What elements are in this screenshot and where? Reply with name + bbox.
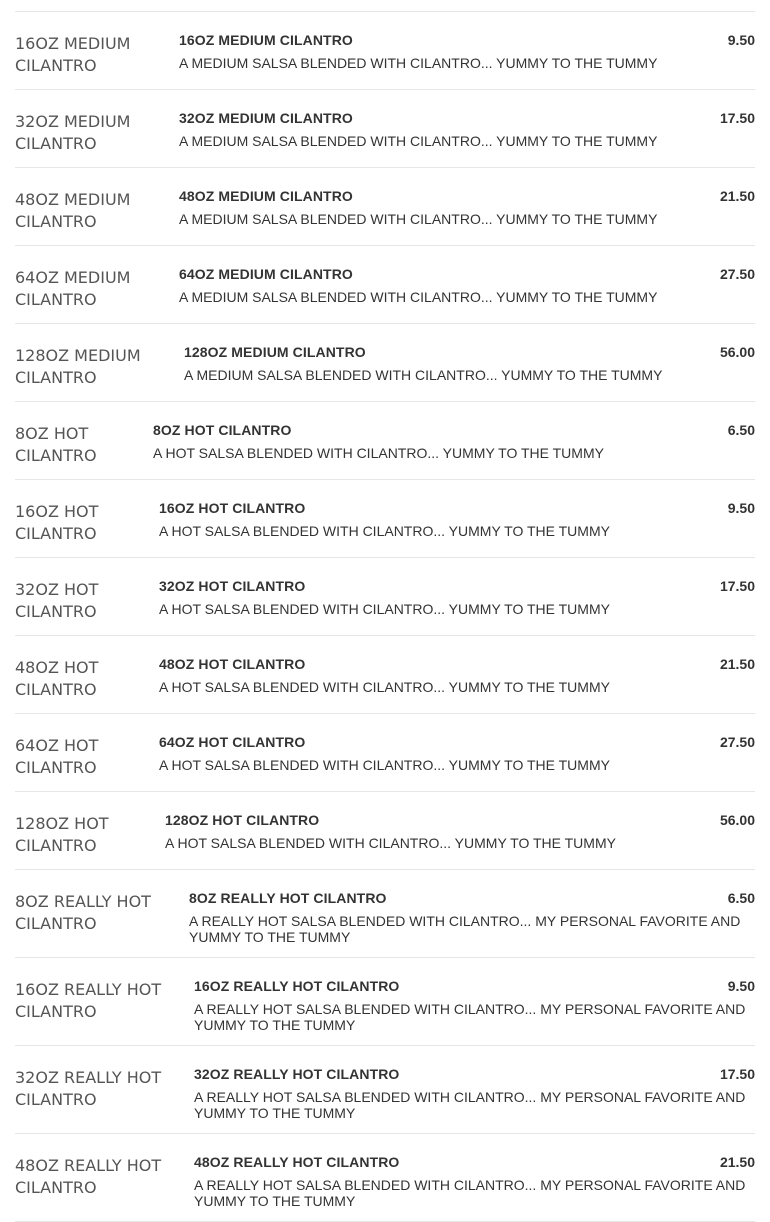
item-description: A HOT SALSA BLENDED WITH CILANTRO... YUMMY TO THE TUMMY xyxy=(159,679,610,695)
item-name[interactable]: 16OZ REALLY HOT CILANTRO xyxy=(194,978,400,994)
item-price: 6.50 xyxy=(727,890,755,906)
item-name[interactable]: 48OZ REALLY HOT CILANTRO xyxy=(194,1154,400,1170)
item-head xyxy=(165,812,755,828)
item-image[interactable]: 32OZ HOT CILANTRO xyxy=(15,580,99,621)
item-head xyxy=(179,110,755,126)
item-name[interactable]: 8OZ HOT CILANTRO xyxy=(153,422,292,438)
item-image[interactable]: 128OZ HOT CILANTRO xyxy=(15,814,109,855)
item-body xyxy=(179,266,755,305)
item-body xyxy=(159,500,755,539)
item-description: A HOT SALSA BLENDED WITH CILANTRO... YUMMY TO THE TUMMY xyxy=(165,835,616,851)
menu-item[interactable] xyxy=(15,714,755,792)
item-price: 27.50 xyxy=(719,266,755,282)
item-description: A MEDIUM SALSA BLENDED WITH CILANTRO... YUMMY TO THE TUMMY xyxy=(179,211,658,227)
item-head xyxy=(153,422,755,438)
item-price: 21.50 xyxy=(719,188,755,204)
item-price: 9.50 xyxy=(727,500,755,516)
item-body xyxy=(194,1154,755,1209)
divider xyxy=(15,0,755,12)
menu-item[interactable] xyxy=(15,1046,755,1134)
item-description: A MEDIUM SALSA BLENDED WITH CILANTRO... YUMMY TO THE TUMMY xyxy=(179,133,658,149)
item-body xyxy=(179,188,755,227)
menu-item[interactable] xyxy=(15,246,755,324)
item-head xyxy=(159,500,755,516)
item-head xyxy=(159,578,755,594)
item-description: A HOT SALSA BLENDED WITH CILANTRO... YUMMY TO THE TUMMY xyxy=(153,445,604,461)
menu-item[interactable] xyxy=(15,480,755,558)
item-name[interactable]: 128OZ MEDIUM CILANTRO xyxy=(184,344,366,360)
item-image[interactable]: 48OZ REALLY HOT CILANTRO xyxy=(15,1156,162,1197)
item-head xyxy=(179,32,755,48)
menu-item[interactable] xyxy=(15,558,755,636)
item-description: A REALLY HOT SALSA BLENDED WITH CILANTRO... MY PERSONAL FAVORITE AND YUMMY TO THE TUMMY xyxy=(194,1177,746,1209)
item-head xyxy=(184,344,755,360)
item-name[interactable]: 32OZ MEDIUM CILANTRO xyxy=(179,110,353,126)
menu-item[interactable] xyxy=(15,958,755,1046)
item-image[interactable]: 48OZ HOT CILANTRO xyxy=(15,658,99,699)
item-head xyxy=(194,978,755,994)
item-description: A MEDIUM SALSA BLENDED WITH CILANTRO... YUMMY TO THE TUMMY xyxy=(179,55,658,71)
menu-list xyxy=(15,0,755,1222)
menu-item[interactable] xyxy=(15,1134,755,1222)
item-description: A HOT SALSA BLENDED WITH CILANTRO... YUMMY TO THE TUMMY xyxy=(159,523,610,539)
item-name[interactable]: 64OZ MEDIUM CILANTRO xyxy=(179,266,353,282)
item-body xyxy=(165,812,755,851)
item-name[interactable]: 32OZ HOT CILANTRO xyxy=(159,578,306,594)
item-body xyxy=(159,578,755,617)
item-body xyxy=(159,656,755,695)
item-image[interactable]: 8OZ HOT CILANTRO xyxy=(15,424,97,465)
item-body xyxy=(153,422,755,461)
item-body xyxy=(159,734,755,773)
item-head xyxy=(189,890,755,906)
menu-item[interactable] xyxy=(15,168,755,246)
item-head xyxy=(194,1066,755,1082)
item-description: A MEDIUM SALSA BLENDED WITH CILANTRO... YUMMY TO THE TUMMY xyxy=(179,289,658,305)
item-price: 17.50 xyxy=(719,110,755,126)
menu-item[interactable] xyxy=(15,792,755,870)
menu-item[interactable] xyxy=(15,12,755,90)
item-body xyxy=(179,32,755,71)
item-price: 17.50 xyxy=(719,578,755,594)
item-image[interactable]: 16OZ MEDIUM CILANTRO xyxy=(15,34,131,75)
item-image[interactable]: 16OZ HOT CILANTRO xyxy=(15,502,99,543)
item-image[interactable]: 128OZ MEDIUM CILANTRO xyxy=(15,346,141,387)
item-name[interactable]: 48OZ MEDIUM CILANTRO xyxy=(179,188,353,204)
item-image[interactable]: 16OZ REALLY HOT CILANTRO xyxy=(15,980,162,1021)
item-body xyxy=(184,344,755,383)
item-price: 9.50 xyxy=(727,978,755,994)
menu-item[interactable] xyxy=(15,402,755,480)
item-head xyxy=(194,1154,755,1170)
item-name[interactable]: 32OZ REALLY HOT CILANTRO xyxy=(194,1066,400,1082)
item-description: A MEDIUM SALSA BLENDED WITH CILANTRO... YUMMY TO THE TUMMY xyxy=(184,367,663,383)
item-description: A REALLY HOT SALSA BLENDED WITH CILANTRO... MY PERSONAL FAVORITE AND YUMMY TO THE TUMMY xyxy=(194,1001,746,1033)
item-image[interactable]: 32OZ MEDIUM CILANTRO xyxy=(15,112,131,153)
menu-item[interactable] xyxy=(15,870,755,958)
item-price: 9.50 xyxy=(727,32,755,48)
item-description: A HOT SALSA BLENDED WITH CILANTRO... YUMMY TO THE TUMMY xyxy=(159,757,610,773)
item-image[interactable]: 32OZ REALLY HOT CILANTRO xyxy=(15,1068,162,1109)
item-body xyxy=(194,1066,755,1121)
item-name[interactable]: 8OZ REALLY HOT CILANTRO xyxy=(189,890,387,906)
item-image[interactable]: 64OZ MEDIUM CILANTRO xyxy=(15,268,131,309)
item-image[interactable]: 64OZ HOT CILANTRO xyxy=(15,736,99,777)
item-body xyxy=(194,978,755,1033)
menu-item[interactable] xyxy=(15,90,755,168)
item-price: 56.00 xyxy=(719,812,755,828)
item-image[interactable]: 48OZ MEDIUM CILANTRO xyxy=(15,190,131,231)
item-image[interactable]: 8OZ REALLY HOT CILANTRO xyxy=(15,892,151,933)
item-price: 21.50 xyxy=(719,656,755,672)
item-price: 56.00 xyxy=(719,344,755,360)
item-name[interactable]: 16OZ HOT CILANTRO xyxy=(159,500,306,516)
item-price: 6.50 xyxy=(727,422,755,438)
item-body xyxy=(189,890,755,945)
item-description: A REALLY HOT SALSA BLENDED WITH CILANTRO... MY PERSONAL FAVORITE AND YUMMY TO THE TUMMY xyxy=(189,913,741,945)
item-head xyxy=(179,266,755,282)
item-name[interactable]: 64OZ HOT CILANTRO xyxy=(159,734,306,750)
menu-item[interactable] xyxy=(15,324,755,402)
item-name[interactable]: 128OZ HOT CILANTRO xyxy=(165,812,320,828)
item-price: 21.50 xyxy=(719,1154,755,1170)
item-description: A HOT SALSA BLENDED WITH CILANTRO... YUMMY TO THE TUMMY xyxy=(159,601,610,617)
item-head xyxy=(159,656,755,672)
item-body xyxy=(179,110,755,149)
item-price: 17.50 xyxy=(719,1066,755,1082)
item-name[interactable]: 16OZ MEDIUM CILANTRO xyxy=(179,32,353,48)
item-price: 27.50 xyxy=(719,734,755,750)
item-name[interactable]: 48OZ HOT CILANTRO xyxy=(159,656,306,672)
menu-item[interactable] xyxy=(15,636,755,714)
item-description: A REALLY HOT SALSA BLENDED WITH CILANTRO... MY PERSONAL FAVORITE AND YUMMY TO THE TUMMY xyxy=(194,1089,746,1121)
item-head xyxy=(179,188,755,204)
item-head xyxy=(159,734,755,750)
